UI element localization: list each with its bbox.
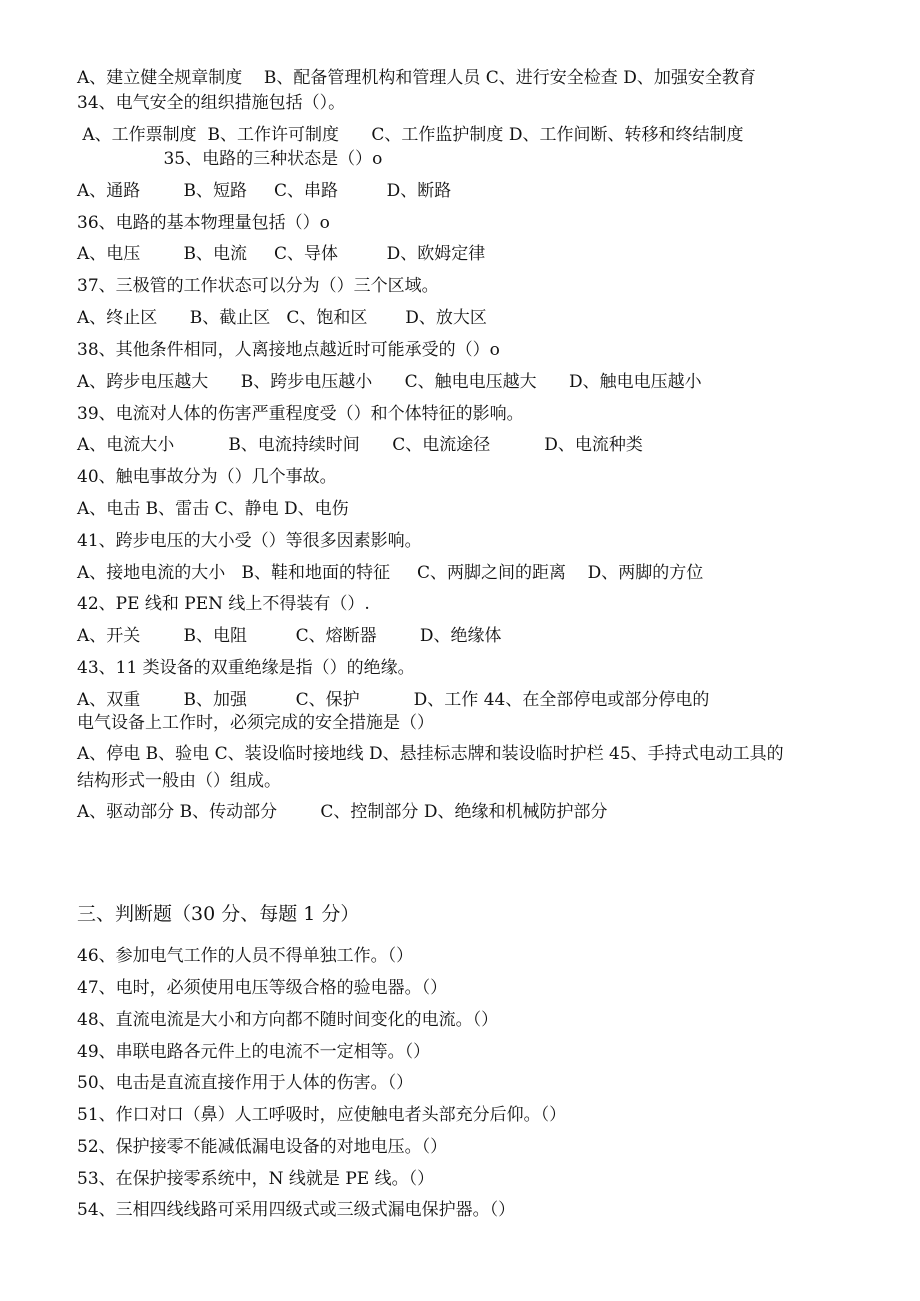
question-38: 38、其他条件相同，人离接地点越近时可能承受的（）o [77, 340, 500, 360]
option-line-42: A、开关 B、电阻 C、熔断器 D、绝缘体 [77, 626, 502, 646]
question-40: 40、触电事故分为（）几个事故。 [77, 467, 337, 487]
question-34: 34、电气安全的组织措施包括（）。 [77, 93, 346, 113]
judge-item-52: 52、保护接零不能减低漏电设备的对地电压。（） [77, 1137, 448, 1157]
question-45-cont: 结构形式一般由（）组成。 [77, 771, 281, 791]
option-line-40: A、电击 B、雷击 C、静电 D、电伤 [77, 499, 349, 519]
question-37: 37、三极管的工作状态可以分为（）三个区域。 [77, 276, 439, 296]
question-39: 39、电流对人体的伤害严重程度受（）和个体特征的影响。 [77, 404, 524, 424]
option-line-36: A、电压 B、电流 C、导体 D、欧姆定律 [77, 244, 486, 264]
judge-item-47: 47、电时，必须使用电压等级合格的验电器。（） [77, 978, 448, 998]
judge-item-53: 53、在保护接零系统中，N 线就是 PE 线。（） [77, 1169, 435, 1189]
question-44-cont: 电气设备上工作时，必须完成的安全措施是（） [77, 713, 434, 733]
judge-item-48: 48、直流电流是大小和方向都不随时间变化的电流。（） [77, 1010, 499, 1030]
option-line-43: A、双重 B、加强 C、保护 D、工作 44、在全部停电或部分停电的 [77, 690, 710, 710]
option-line-35: A、通路 B、短路 C、串路 D、断路 [77, 181, 452, 201]
judge-item-46: 46、参加电气工作的人员不得单独工作。（） [77, 946, 414, 966]
option-line-39: A、电流大小 B、电流持续时间 C、电流途径 D、电流种类 [77, 435, 643, 455]
question-36: 36、电路的基本物理量包括（）o [77, 213, 330, 233]
option-line-38: A、跨步电压越大 B、跨步电压越小 C、触电电压越大 D、触电电压越小 [77, 372, 702, 392]
judge-item-54: 54、三相四线线路可采用四级式或三级式漏电保护器。（） [77, 1200, 516, 1220]
option-line-45: A、驱动部分 B、传动部分 C、控制部分 D、绝缘和机械防护部分 [77, 802, 608, 822]
question-42: 42、PE 线和 PEN 线上不得装有（）. [77, 594, 370, 614]
judge-item-51: 51、作口对口（鼻）人工呼吸时，应使触电者头部充分后仰。（） [77, 1105, 567, 1125]
option-line-41: A、接地电流的大小 B、鞋和地面的特征 C、两脚之间的距离 D、两脚的方位 [77, 563, 704, 583]
judge-item-49: 49、串联电路各元件上的电流不一定相等。（） [77, 1042, 431, 1062]
question-35: 35、电路的三种状态是（）o [77, 149, 383, 169]
question-43: 43、11 类设备的双重绝缘是指（）的绝缘。 [77, 658, 415, 678]
option-line-34: A、工作票制度 B、工作许可制度 C、工作监护制度 D、工作间断、转移和终结制度 [77, 125, 744, 145]
section-title: 三、判断题（30 分、每题 1 分） [77, 903, 360, 925]
option-line-37: A、终止区 B、截止区 C、饱和区 D、放大区 [77, 308, 487, 328]
question-41: 41、跨步电压的大小受（）等很多因素影响。 [77, 531, 422, 551]
option-line-44: A、停电 B、验电 C、装设临时接地线 D、悬挂标志牌和装设临时护栏 45、手持式电动工具的 [77, 744, 784, 764]
option-line-33: A、建立健全规章制度 B、配备管理机构和管理人员 C、进行安全检查 D、加强安全教育 [77, 68, 756, 88]
judge-item-50: 50、电击是直流直接作用于人体的伤害。（） [77, 1073, 414, 1093]
